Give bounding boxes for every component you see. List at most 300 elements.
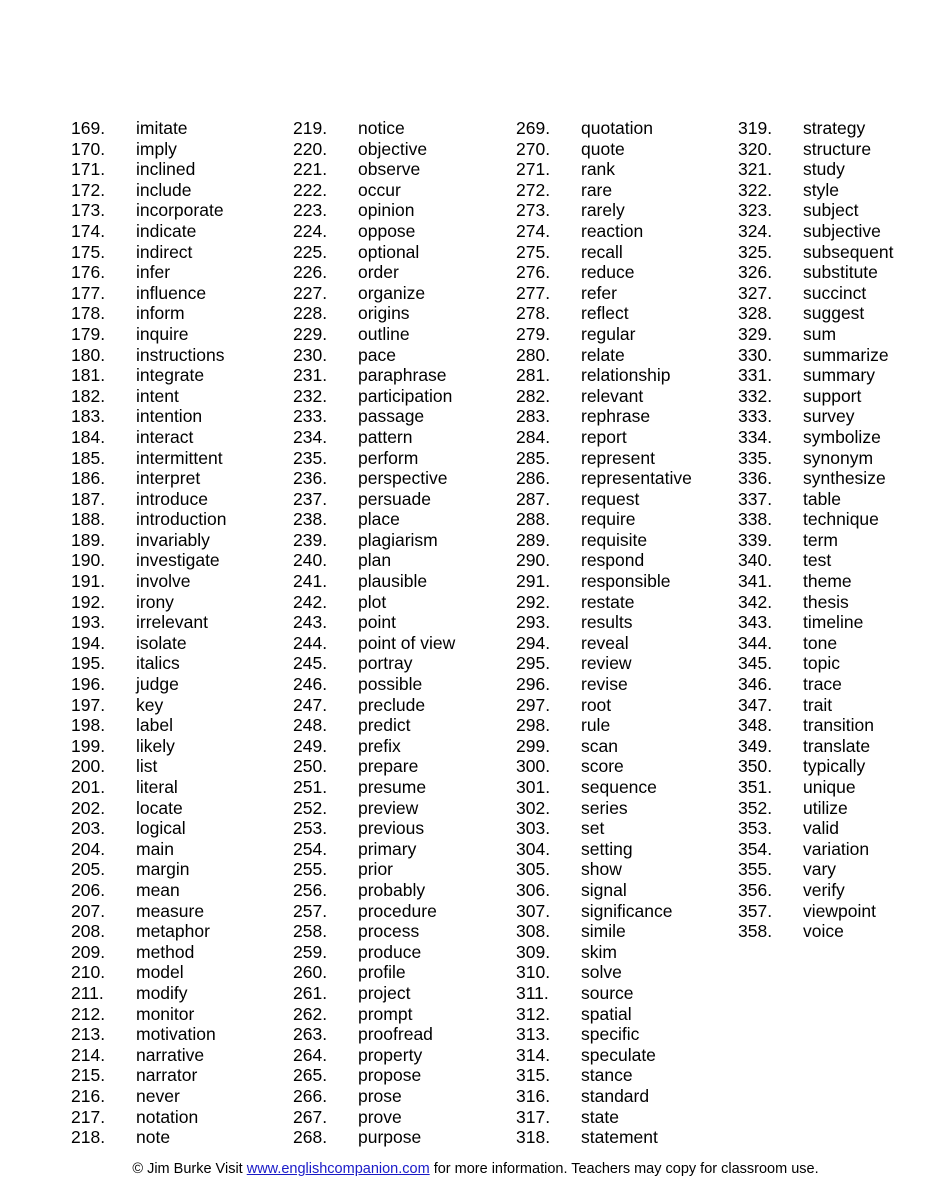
entry-word: rephrase [581,406,651,427]
word-entry [293,1086,515,1107]
word-entry [516,798,738,819]
entry-word: paraphrase [358,365,447,386]
entry-number: 211. [71,982,104,1003]
word-entry [516,530,738,551]
entry-word: succinct [803,282,867,303]
entry-word: inform [136,303,185,324]
word-entry [516,242,738,263]
entry-word: integrate [136,365,205,386]
entry-word: review [581,653,632,674]
entry-number: 219. [293,118,328,138]
entry-number: 260. [293,962,328,983]
word-entry [71,530,293,551]
entry-word: mean [136,879,180,900]
word-entry [71,1045,293,1066]
entry-number: 290. [516,550,551,571]
entry-number: 233. [293,406,328,427]
word-entry [293,942,515,963]
word-entry [71,674,293,695]
entry-number: 226. [293,262,328,283]
entry-number: 179. [71,323,106,344]
entry-number: 340. [738,550,773,571]
entry-word: responsible [581,571,671,592]
entry-number: 205. [71,859,106,880]
word-entry [516,633,738,654]
word-entry [516,1086,738,1107]
entry-word: oppose [358,220,416,241]
entry-word: state [581,1106,619,1127]
entry-word: prompt [358,1003,413,1024]
entry-number: 285. [516,447,551,468]
entry-word: observe [358,159,421,180]
entry-word: predict [358,715,411,736]
entry-number: 300. [516,756,551,777]
entry-word: perform [358,447,419,468]
entry-word: key [136,694,164,715]
entry-number: 334. [738,426,773,447]
word-entry [738,365,951,386]
entry-word: logical [136,818,186,839]
entry-number: 223. [293,200,328,221]
word-entry [738,798,951,819]
entry-word: reduce [581,262,635,283]
entry-number: 254. [293,838,328,859]
entry-word: table [803,488,841,509]
word-entry [293,139,515,160]
entry-number: 316. [516,1085,551,1106]
entry-word: refer [581,282,617,303]
word-entry [71,303,293,324]
entry-word: interpret [136,468,201,489]
entry-number: 345. [738,653,773,674]
word-entry [71,221,293,242]
entry-word: revise [581,674,628,695]
entry-word: property [358,1044,423,1065]
word-entry [293,901,515,922]
word-entry [738,612,951,633]
entry-number: 175. [71,241,106,262]
entry-number: 177. [71,282,106,303]
entry-word: notice [358,118,405,138]
word-entry [738,180,951,201]
word-entry [71,345,293,366]
entry-number: 209. [71,941,106,962]
entry-number: 303. [516,818,551,839]
entry-number: 283. [516,406,551,427]
entry-number: 284. [516,426,551,447]
entry-number: 252. [293,797,328,818]
entry-word: transition [803,715,875,736]
entry-word: point [358,612,396,633]
word-entry [516,612,738,633]
entry-number: 259. [293,941,328,962]
entry-number: 326. [738,262,773,283]
entry-number: 349. [738,735,773,756]
entry-word: plot [358,591,387,612]
word-entry [516,509,738,530]
entry-word: isolate [136,632,187,653]
entry-number: 263. [293,1024,328,1045]
word-entry [71,242,293,263]
entry-number: 324. [738,220,773,241]
entry-word: topic [803,653,840,674]
entry-word: prior [358,859,394,880]
word-entry [738,324,951,345]
entry-word: thesis [803,591,849,612]
entry-word: strategy [803,118,866,138]
word-entry [293,612,515,633]
entry-word: narrator [136,1065,198,1086]
word-entry [516,921,738,942]
entry-number: 215. [71,1065,106,1086]
word-entry [738,345,951,366]
word-entry [71,550,293,571]
entry-word: regular [581,323,636,344]
word-entry [71,159,293,180]
entry-word: judge [136,674,179,695]
entry-number: 221. [293,159,328,180]
entry-number: 170. [71,138,106,159]
entry-number: 317. [516,1106,551,1127]
entry-number: 182. [71,385,106,406]
entry-number: 277. [516,282,551,303]
entry-word: imitate [136,118,188,138]
word-entry [738,242,951,263]
entry-word: notation [136,1106,199,1127]
entry-number: 256. [293,879,328,900]
word-entry [293,633,515,654]
entry-number: 341. [738,571,773,592]
entry-word: origins [358,303,410,324]
entry-word: sequence [581,777,657,797]
entry-word: objective [358,138,428,159]
entry-number: 308. [516,921,551,942]
word-entry [738,756,951,777]
entry-word: pace [358,344,396,365]
word-entry [516,1065,738,1086]
word-entry [516,386,738,407]
entry-number: 199. [71,735,106,756]
entry-word: signal [581,879,627,900]
entry-number: 302. [516,797,551,818]
entry-word: technique [803,509,879,530]
entry-word: stance [581,1065,633,1086]
entry-word: procedure [358,900,437,921]
entry-word: root [581,694,612,715]
entry-number: 243. [293,612,328,633]
word-entry [293,756,515,777]
word-entry [293,653,515,674]
word-entry [738,571,951,592]
entry-word: presume [358,777,427,797]
entry-word: locate [136,797,183,818]
entry-word: series [581,797,628,818]
entry-number: 206. [71,879,106,900]
entry-word: relate [581,344,625,365]
entry-word: perspective [358,468,448,489]
entry-word: profile [358,962,406,983]
entry-word: occur [358,179,401,200]
entry-word: influence [136,282,207,303]
word-entry [516,736,738,757]
entry-number: 241. [293,571,328,592]
entry-number: 333. [738,406,773,427]
word-entry [738,839,951,860]
entry-number: 238. [293,509,328,530]
word-entry [293,427,515,448]
entry-number: 350. [738,756,773,777]
entry-word: require [581,509,636,530]
entry-number: 309. [516,941,551,962]
entry-number: 304. [516,838,551,859]
entry-word: imply [136,138,177,159]
entry-number: 270. [516,138,551,159]
entry-number: 198. [71,715,106,736]
entry-word: irrelevant [136,612,208,633]
word-entry [293,1045,515,1066]
word-entry [71,777,293,798]
entry-word: viewpoint [803,900,876,921]
entry-number: 354. [738,838,773,859]
entry-number: 251. [293,777,328,797]
word-entry [516,859,738,880]
word-entry [293,345,515,366]
entry-number: 202. [71,797,106,818]
entry-number: 281. [516,365,551,386]
entry-number: 190. [71,550,106,571]
word-entry [71,901,293,922]
entry-word: term [803,529,838,550]
entry-number: 273. [516,200,551,221]
word-entry [516,468,738,489]
entry-number: 246. [293,674,328,695]
word-entry [738,674,951,695]
entry-number: 293. [516,612,551,633]
entry-word: valid [803,818,839,839]
word-entry [71,139,293,160]
entry-word: persuade [358,488,431,509]
word-entry [516,674,738,695]
entry-word: inquire [136,323,189,344]
entry-number: 213. [71,1024,106,1045]
entry-word: participation [358,385,453,406]
word-entry [71,880,293,901]
entry-number: 235. [293,447,328,468]
entry-number: 257. [293,900,328,921]
footer-prefix: © Jim Burke Visit [132,1161,247,1177]
entry-word: motivation [136,1024,216,1045]
entry-word: summarize [803,344,889,365]
entry-number: 216. [71,1085,106,1106]
word-entry [71,448,293,469]
entry-word: statement [581,1127,658,1148]
entry-number: 328. [738,303,773,324]
word-entry [293,530,515,551]
word-entry [293,1065,515,1086]
entry-number: 228. [293,303,328,324]
entry-word: invariably [136,529,210,550]
entry-number: 266. [293,1085,328,1106]
word-entry [738,901,951,922]
word-entry [516,715,738,736]
word-entry [738,530,951,551]
word-entry [71,1024,293,1045]
entry-number: 195. [71,653,106,674]
word-entry [516,942,738,963]
entry-number: 335. [738,447,773,468]
word-entry [516,1107,738,1128]
entry-number: 191. [71,571,106,592]
entry-number: 178. [71,303,106,324]
entry-word: speculate [581,1044,656,1065]
entry-word: plagiarism [358,529,438,550]
entry-number: 294. [516,632,551,653]
word-entry [71,962,293,983]
word-entry [516,901,738,922]
word-entry [71,200,293,221]
entry-number: 301. [516,777,551,797]
word-entry [293,262,515,283]
entry-number: 355. [738,859,773,880]
entry-word: respond [581,550,645,571]
word-entry [293,839,515,860]
entry-word: report [581,426,627,447]
entry-word: subjective [803,220,881,241]
entry-word: rarely [581,200,625,221]
word-entry [293,674,515,695]
entry-number: 358. [738,921,773,942]
entry-word: quotation [581,118,654,138]
word-entry [516,653,738,674]
word-entry [738,448,951,469]
entry-word: requisite [581,529,648,550]
entry-word: incorporate [136,200,224,221]
word-entry [293,798,515,819]
word-entry [293,406,515,427]
entry-number: 320. [738,138,773,159]
entry-number: 275. [516,241,551,262]
entry-number: 171. [71,159,106,180]
entry-number: 253. [293,818,328,839]
entry-word: process [358,921,420,942]
entry-word: interact [136,426,194,447]
entry-word: recall [581,241,623,262]
entry-number: 356. [738,879,773,900]
word-entry [71,489,293,510]
entry-word: request [581,488,640,509]
word-entry [738,736,951,757]
word-entry [293,1004,515,1025]
entry-number: 347. [738,694,773,715]
entry-word: measure [136,900,205,921]
entry-number: 224. [293,220,328,241]
entry-word: setting [581,838,633,859]
word-entry [71,756,293,777]
entry-number: 296. [516,674,551,695]
word-entry [293,983,515,1004]
entry-number: 291. [516,571,551,592]
entry-word: relevant [581,385,644,406]
entry-number: 258. [293,921,328,942]
entry-number: 346. [738,674,773,695]
entry-number: 188. [71,509,106,530]
entry-word: trait [803,694,833,715]
entry-number: 315. [516,1065,551,1086]
entry-number: 267. [293,1106,328,1127]
entry-number: 353. [738,818,773,839]
word-entry [738,489,951,510]
word-column-3 [516,118,738,1148]
entry-number: 292. [516,591,551,612]
entry-number: 276. [516,262,551,283]
entry-number: 189. [71,529,106,550]
word-entry [738,818,951,839]
word-entry [293,777,515,798]
word-entry [516,695,738,716]
word-entry [293,180,515,201]
word-entry [71,798,293,819]
entry-word: tone [803,632,838,653]
footer-website-link[interactable]: www.englishcompanion.com [246,1161,430,1177]
entry-number: 313. [516,1024,551,1045]
entry-word: summary [803,365,875,386]
entry-word: prove [358,1106,402,1127]
entry-number: 180. [71,344,106,365]
word-entry [293,1107,515,1128]
entry-number: 245. [293,653,328,674]
entry-number: 183. [71,406,106,427]
entry-word: preclude [358,694,426,715]
entry-word: plausible [358,571,428,592]
entry-word: rule [581,715,611,736]
word-entry [516,180,738,201]
entry-word: narrative [136,1044,205,1065]
entry-number: 230. [293,344,328,365]
word-entry [293,695,515,716]
entry-number: 274. [516,220,551,241]
word-entry [738,159,951,180]
word-entry [71,736,293,757]
entry-word: study [803,159,845,180]
entry-number: 203. [71,818,106,839]
entry-number: 322. [738,179,773,200]
entry-number: 185. [71,447,106,468]
entry-word: variation [803,838,870,859]
word-entry [71,921,293,942]
entry-word: standard [581,1085,650,1106]
word-entry [71,1004,293,1025]
entry-number: 321. [738,159,773,180]
entry-number: 193. [71,612,106,633]
entry-word: suggest [803,303,865,324]
word-entry [293,303,515,324]
entry-word: represent [581,447,655,468]
word-entry [516,118,738,139]
entry-word: project [358,982,411,1003]
entry-word: unique [803,777,856,797]
entry-number: 255. [293,859,328,880]
entry-word: introduction [136,509,227,530]
entry-word: vary [803,859,837,880]
entry-word: specific [581,1024,640,1045]
entry-word: label [136,715,173,736]
entry-word: synthesize [803,468,886,489]
entry-word: quote [581,138,625,159]
word-entry [293,592,515,613]
word-entry [293,921,515,942]
entry-number: 176. [71,262,106,283]
footer-suffix: for more information. Teachers may copy for classroom use. [429,1161,819,1177]
